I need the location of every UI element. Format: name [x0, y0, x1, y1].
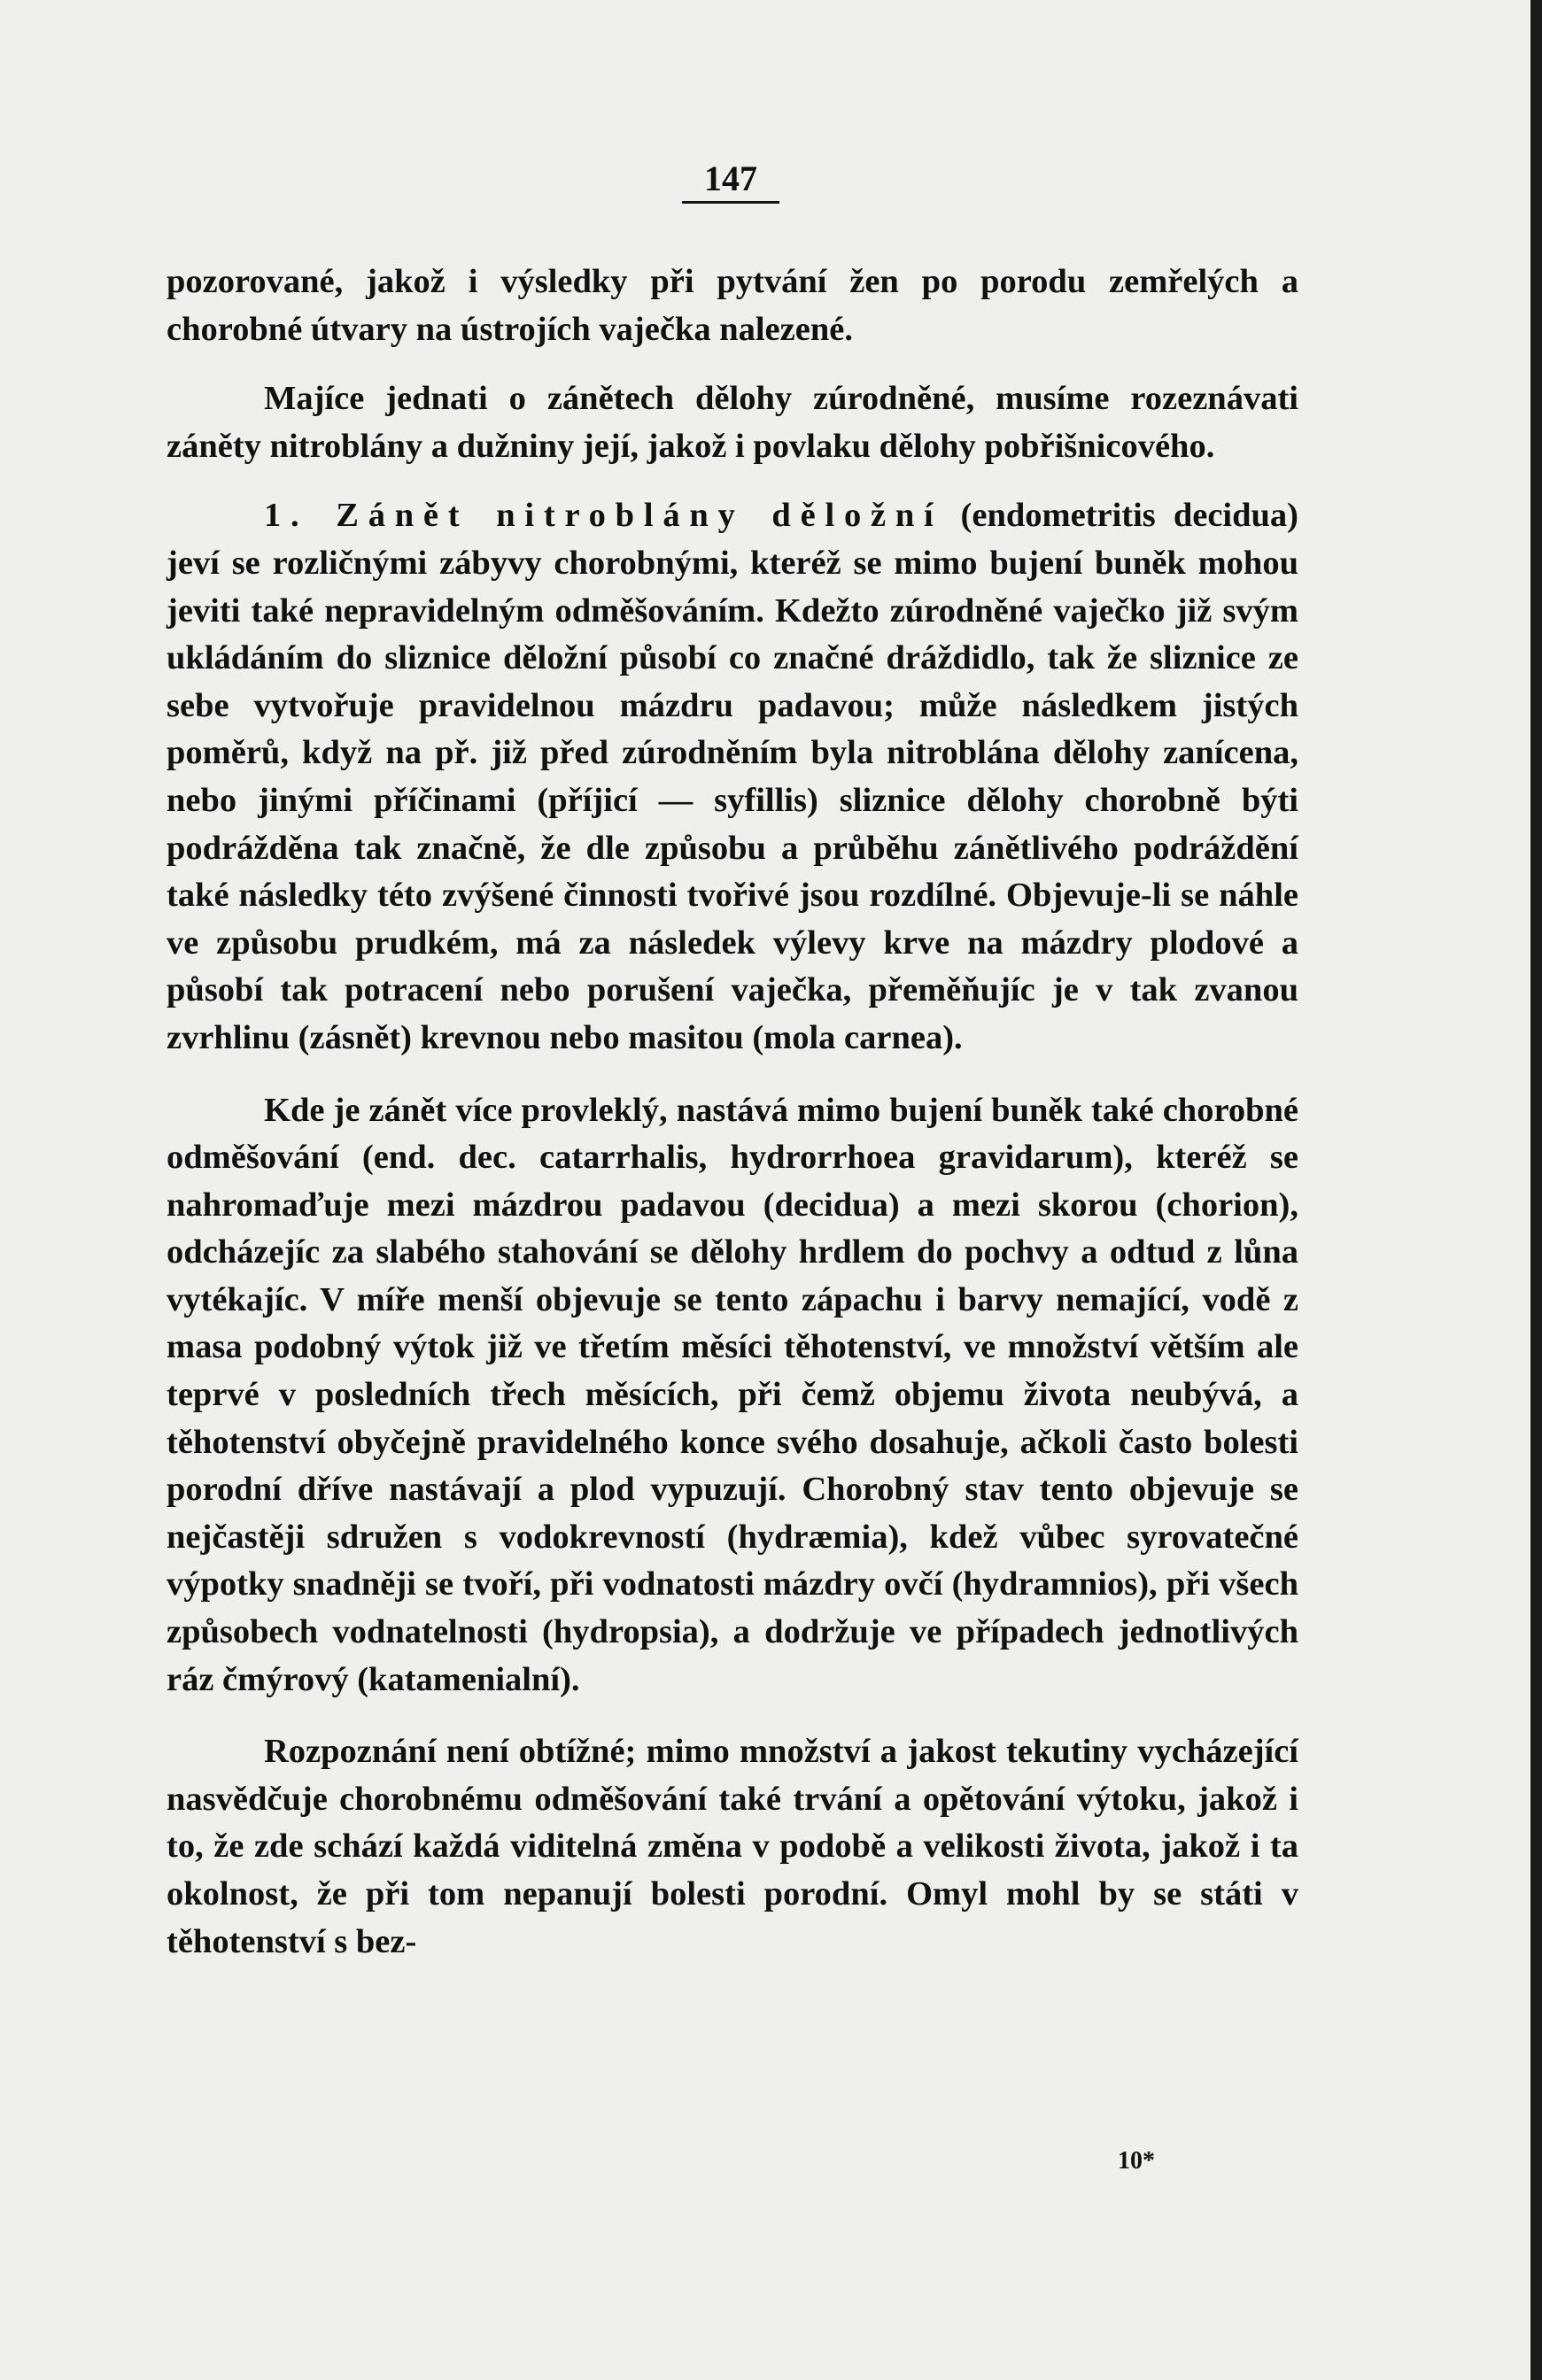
paragraph-chronic: Kde je zánět více provleklý, nastává mimo bujení buněk také chorobné odměšování (end. dec. catarrhalis, hydrorrhoea gravidarum), kteréž se nahromaďuje mezi mázdrou padavou (decidua) a mezi skorou (chorion), odcházejíc za slabého stahování se dělohy hrdlem do pochvy a odtud z lůna vytékajíc. V míře menší objevuje se tento zápachu i barvy nemající, vodě z masa podobný výtok již ve třetím měsíci těhotenství, ve množství větším ale teprvé v posledních třech měsících, při čemž objemu života neubývá, a těhotenství obyčejně pravidelného konce svého dosahuje, ačkoli často bolesti porodní dříve nastávají a plod vypuzují. Chorobný stav tento objevuje se nejčastěji sdružen s vodokrevností (hydræmia), kdež vůbec syrovatečné výpotky snadněji se tvoří, při vodnatosti mázdry ovčí (hydramnios), při všech způsobech vodnatelnosti (hydropsia), a dodržuje ve případech jednotlivých ráz čmýrový (katamenialní).	[167, 1091, 1298, 1698]
section-heading: 1. Zánět nitroblány děložní	[264, 497, 943, 535]
signature-mark: 10*	[1118, 2147, 1155, 2175]
body-text	[167, 259, 1298, 1966]
paragraph-continuation: pozorované, jakož i výsledky při pytvání žen po porodu zemřelých a chorobné útvary na ústrojích vaječka nalezené.	[167, 263, 1298, 348]
page-number: 147	[682, 158, 779, 204]
paragraph-diagnosis: Rozpoznání není obtížné; mimo množství a jakost tekutiny vycházející nasvědčuje chorobnému odměšování také trvání a opětování výtoku, jakož i to, že zde schází každá viditelná změna v podobě a velikosti života, jakož i ta okolnost, že při tom nepanují bolesti porodní. Omyl mohl by se státi v těhotenství s bez-	[167, 1733, 1298, 1960]
paragraph-body: (endometritis decidua) jeví se rozličnými zábyvy chorobnými, kteréž se mimo bujení buněk mohou jeviti také nepravidelným odměšováním. Kdežto zúrodněné vaječko již svým ukládáním do sliznice děložní působí co značné dráždidlo, tak že sliznice ze sebe vytvořuje pravidelnou mázdru padavou; může následkem jistých poměrů, když na př. již před zúrodněním byla nitroblána dělohy zanícena, nebo jinými příčinami (příjicí — syfillis) sliznice dělohy chorobně býti podrážděna tak značně, že dle způsobu a průběhu zánětlivého podráždění také následky této zvýšené činnosti tvořivé jsou rozdílné. Objevuje-li se náhle ve způsobu prudkém, má za následek výlevy krve na mázdry plodové a působí tak potracení nebo porušení vaječka, přeměňujíc je v tak zvanou zvrhlinu (zásnět) krevnou nebo masitou (mola carnea).	[167, 497, 1298, 1056]
paragraph-endometritis	[167, 492, 1298, 1062]
paragraph-intro: Majíce jednati o zánětech dělohy zúrodněné, musíme rozeznávati záněty nitroblány a dužniny její, jakož i povlaku dělohy pobřišnicového.	[167, 380, 1298, 465]
